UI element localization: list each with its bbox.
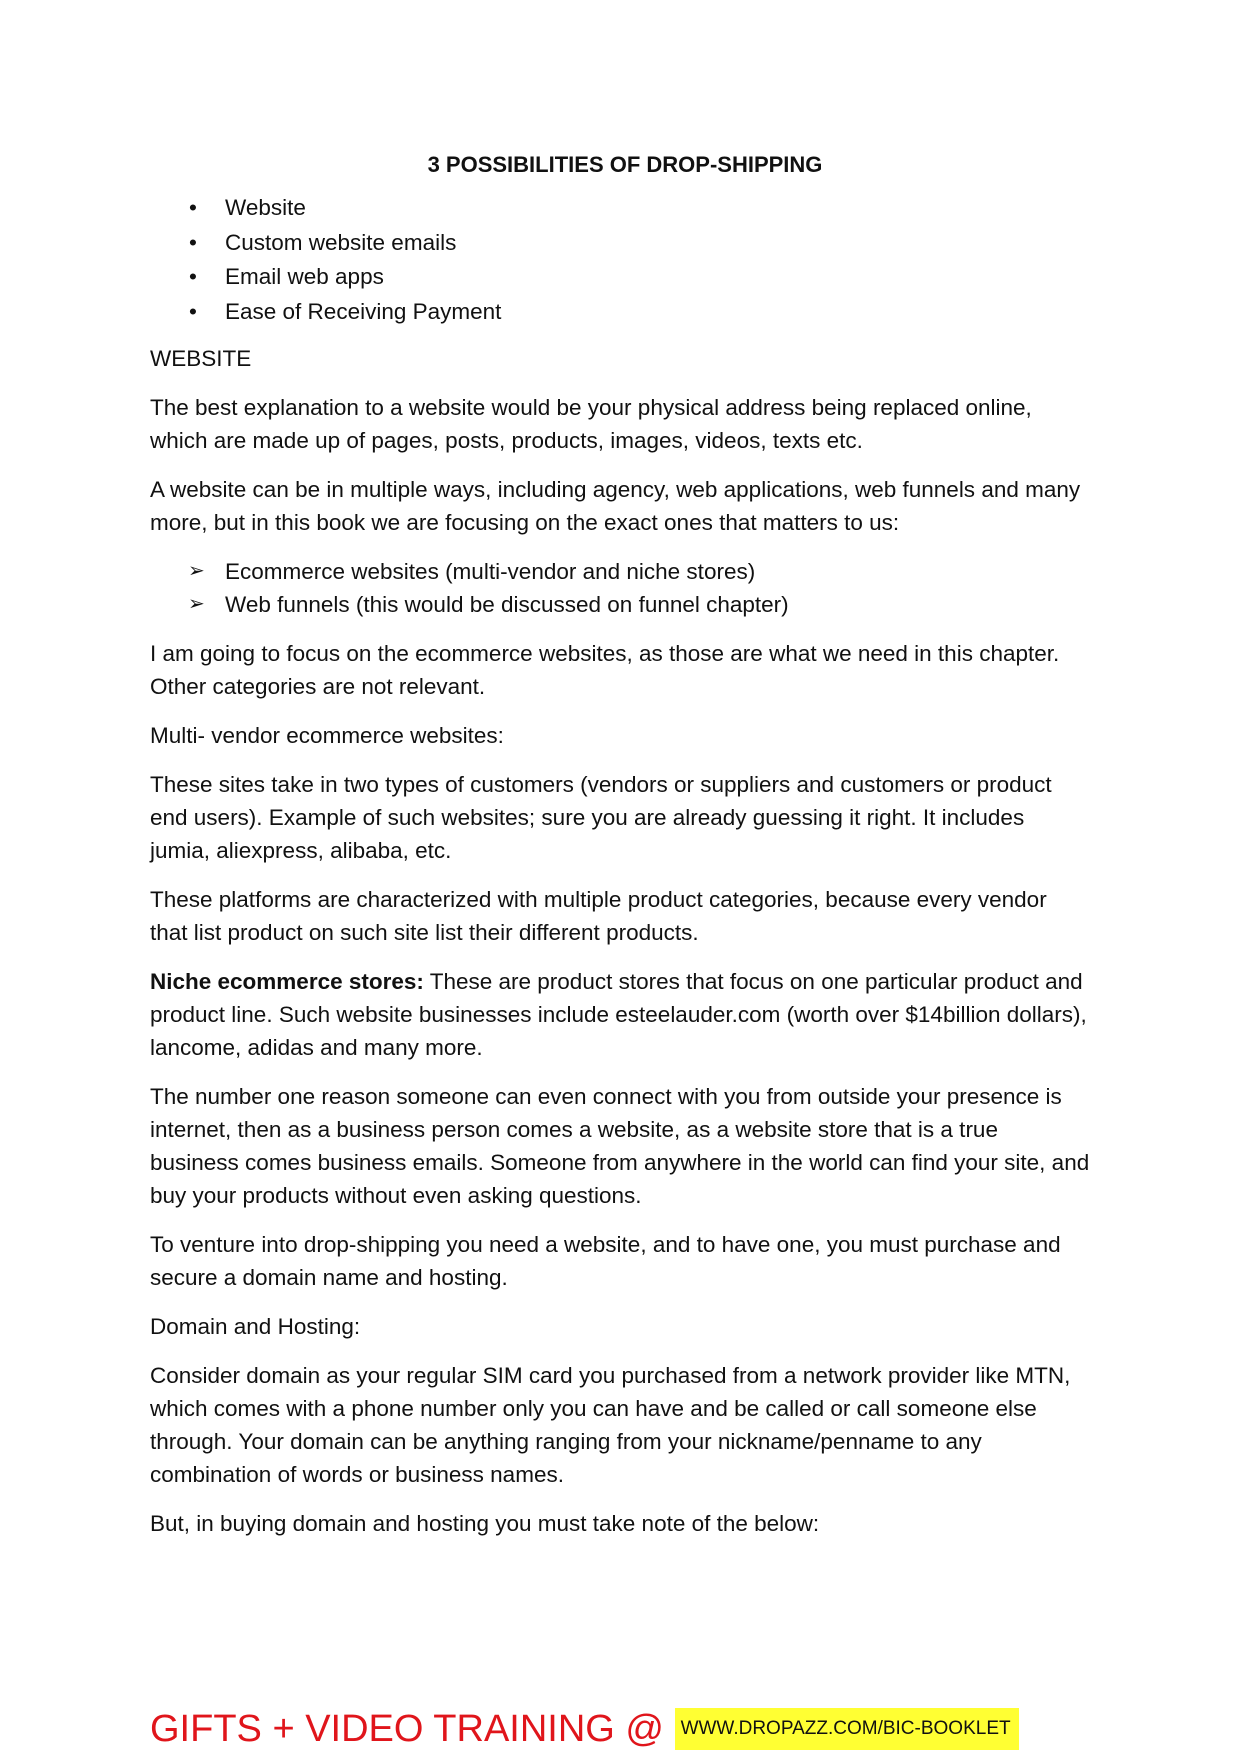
website-types-list xyxy=(150,555,1090,621)
footer-link[interactable]: WWW.DROPAZZ.COM/BIC-BOOKLET xyxy=(675,1708,1019,1750)
paragraph: To venture into drop-shipping you need a website, and to have one, you must purchase and secure a domain name and hosting. xyxy=(150,1232,1061,1290)
paragraph: I am going to focus on the ecommerce websites, as those are what we need in this chapter. Other categories are not relevant. xyxy=(150,641,1060,699)
footer-text: GIFTS + VIDEO TRAINING @ xyxy=(150,1708,675,1750)
niche-text: These are product stores that focus on one particular product and product line. Such website businesses include esteelauder.com (worth over $14billion dollars), lancome, adidas and many more. xyxy=(150,969,1087,1060)
paragraph: A website can be in multiple ways, including agency, web applications, web funnels and many more, but in this book we are focusing on the exact ones that matters to us: xyxy=(150,477,1081,535)
section-heading: WEBSITE xyxy=(150,346,252,371)
list-item: • Ease of Receiving Payment xyxy=(150,295,1090,330)
bullet-icon: • xyxy=(189,298,197,324)
paragraph: These sites take in two types of customers (vendors or suppliers and customers or product end users). Example of such websites; sure you are already guessing it right. It includes jumia, aliexpress, alibaba, etc. xyxy=(150,772,1052,863)
list-item: • Email web apps xyxy=(150,260,1090,295)
footer-banner xyxy=(150,1708,1019,1750)
subheading: Multi- vendor ecommerce websites: xyxy=(150,723,504,748)
list-item: ➢ Ecommerce websites (multi-vendor and niche stores) xyxy=(150,555,1090,588)
paragraph xyxy=(150,965,1090,1064)
list-item: • Custom website emails xyxy=(150,226,1090,261)
list-item: ➢ Web funnels (this would be discussed on funnel chapter) xyxy=(150,588,1090,621)
paragraph: The best explanation to a website would be your physical address being replaced online, which are made up of pages, posts, products, images, videos, texts etc. xyxy=(150,395,1032,453)
arrow-bullet-icon: ➢ xyxy=(188,560,205,582)
paragraph: But, in buying domain and hosting you must take note of the below: xyxy=(150,1511,820,1536)
bullet-icon: • xyxy=(189,229,197,255)
arrow-bullet-icon: ➢ xyxy=(188,593,205,615)
page-title: 3 POSSIBILITIES OF DROP-SHIPPING xyxy=(427,152,823,177)
possibilities-list xyxy=(150,191,1090,329)
paragraph: These platforms are characterized with multiple product categories, because every vendor that list product on such site list their different products. xyxy=(150,887,1047,945)
document-body xyxy=(150,148,1090,1556)
niche-label: Niche ecommerce stores: xyxy=(150,969,424,994)
bullet-icon: • xyxy=(189,264,197,289)
paragraph: The number one reason someone can even connect with you from outside your presence is internet, then as a business person comes a website, as a website store that is a true business comes business emails. Someone from anywhere in the world can find your site, and buy your products without even asking questions. xyxy=(150,1084,1090,1208)
bullet-icon: • xyxy=(189,195,197,220)
subheading: Domain and Hosting: xyxy=(150,1314,361,1339)
paragraph: Consider domain as your regular SIM card you purchased from a network provider like MTN, which comes with a phone number only you can have and be called or call someone else through. Your domain can be anything ranging from your nickname/penname to any combination of words or business names. xyxy=(150,1363,1071,1487)
list-item: • Website xyxy=(150,191,1090,226)
